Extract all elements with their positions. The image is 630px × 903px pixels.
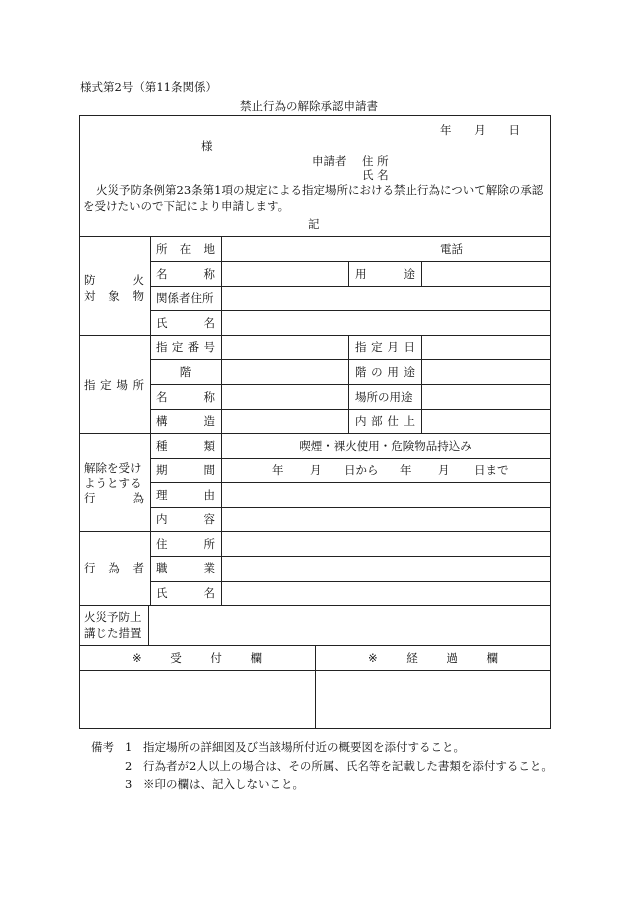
place-structure-label: 構 造 (156, 414, 215, 428)
measures-label-line1: 火災予防上 (84, 610, 142, 624)
target-owner-address-label: 関係者住所 (156, 291, 214, 305)
form-label: 様式第2号（第11条関係） (80, 80, 217, 94)
applicant-address-label: 住 所 (362, 154, 389, 168)
release-period-year2: 年 (400, 463, 412, 477)
place-label: 指 定 場 所 (84, 378, 144, 392)
release-kind-value: 喫煙・裸火使用・危険物品持込み (299, 439, 472, 453)
note-2-num: 2 (125, 759, 133, 773)
actor-job-label: 職 業 (156, 561, 215, 575)
note-3-text: ※印の欄は、記入しないこと。 (143, 777, 304, 791)
note-1-num: 1 (125, 740, 133, 754)
reception-header: ※ 受 付 欄 (132, 651, 262, 665)
target-person-name-label: 氏 名 (156, 316, 215, 330)
actor-address-label: 住 所 (156, 537, 215, 551)
addressee-suffix: 様 (201, 139, 213, 153)
place-use-label: 場所の用途 (355, 390, 413, 404)
place-number-label: 指 定 番 号 (156, 340, 215, 354)
place-floor-label: 階 (179, 365, 192, 379)
place-floor-use-label: 階 の 用 途 (355, 365, 415, 379)
progress-header: ※ 経 過 欄 (368, 651, 498, 665)
actor-name-label: 氏 名 (156, 586, 215, 600)
release-content-label: 内 容 (156, 512, 215, 526)
release-period-until: 日まで (474, 463, 509, 477)
note-2-text: 行為者が2人以上の場合は、その所属、氏名等を記載した書類を添付すること。 (143, 759, 553, 773)
release-label-line2: ようとする (84, 476, 142, 490)
measures-label-line2: 講じた措置 (84, 626, 142, 640)
date-line: 年 月 日 (440, 123, 520, 137)
form-title: 禁止行為の解除承認申請書 (240, 99, 378, 113)
release-reason-label: 理 由 (156, 488, 215, 502)
release-kind-label: 種 類 (156, 439, 215, 453)
note-1-text: 指定場所の詳細図及び当該場所付近の概要図を添付すること。 (143, 740, 465, 754)
target-phone-label: 電話 (440, 242, 463, 256)
release-period-year1: 年 (272, 463, 284, 477)
place-date-label: 指 定 月 日 (355, 340, 415, 354)
applicant-name-label: 氏 名 (362, 168, 389, 182)
place-interior-label: 内 部 仕 上 (355, 414, 415, 428)
target-label-line2: 対 象 物 (84, 289, 144, 303)
release-period-month2: 月 (438, 463, 450, 477)
target-use-label: 用 途 (355, 267, 415, 281)
release-label-line1: 解除を受け (84, 461, 142, 475)
ki-label: 記 (308, 217, 320, 231)
target-location-label: 所 在 地 (156, 242, 215, 256)
applicant-label: 申請者 (312, 154, 347, 168)
release-period-from: 日から (344, 463, 379, 477)
release-period-label: 期 間 (156, 463, 215, 477)
body-text-2: を受けたいので下記により申請します。 (83, 199, 290, 213)
actor-label: 行 為 者 (84, 561, 144, 575)
note-3-num: 3 (125, 777, 133, 791)
body-text-1: 火災予防条例第23条第1項の規定による指定場所における禁止行為について解除の承認 (96, 183, 544, 197)
notes-label: 備考 (91, 740, 114, 754)
target-label-line1: 防 火 (84, 273, 144, 287)
release-period-month1: 月 (310, 463, 322, 477)
place-name-label: 名 称 (156, 390, 215, 404)
target-name-label: 名 称 (156, 267, 215, 281)
release-label-line3: 行 為 (84, 491, 144, 505)
